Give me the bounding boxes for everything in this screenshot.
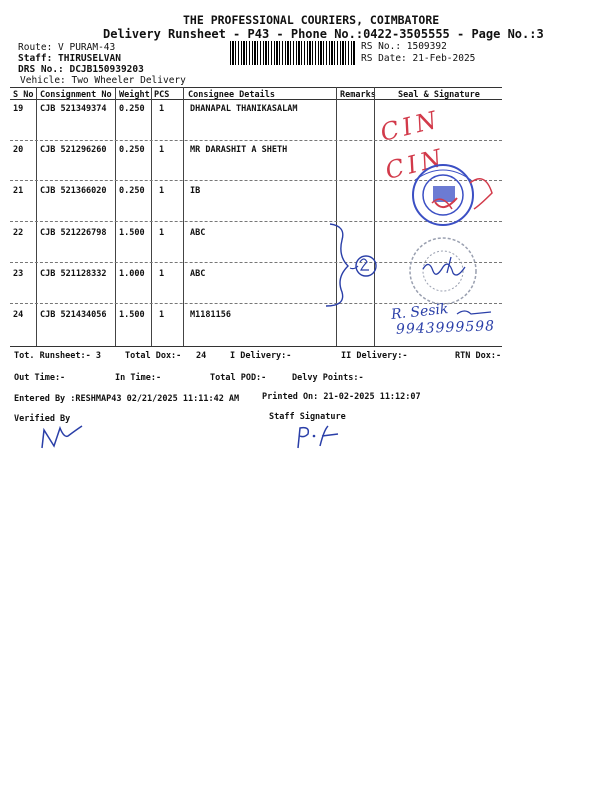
col-weight: Weight (119, 90, 150, 100)
row-consignee: ABC (190, 228, 206, 238)
company-title: THE PROFESSIONAL COURIERS, COIMBATORE (183, 13, 440, 27)
row-consignee: DHANAPAL THANIKASALAM (190, 104, 298, 114)
table-header-rule (10, 99, 502, 100)
handwritten-cin-2: CIN (382, 143, 449, 185)
row-consignment: CJB 521366020 (40, 186, 107, 196)
handwritten-cin-1: CIN (377, 105, 444, 147)
staff-label: Staff: THIRUSELVAN (18, 53, 121, 64)
entered-by: Entered By :RESHMAP43 02/21/2025 11:11:42 AM (14, 394, 240, 404)
row-consignee: M1181156 (190, 310, 231, 320)
col-divider (183, 87, 184, 347)
drs-label: DRS No.: DCJB150939203 (18, 64, 144, 75)
row-pcs: 1 (159, 186, 165, 196)
printed-on: Printed On: 21-02-2025 11:12:07 (262, 392, 421, 402)
col-divider (115, 87, 116, 347)
row-weight: 0.250 (119, 145, 145, 155)
vehicle-label: Vehicle: Two Wheeler Delivery (20, 75, 186, 86)
staff-signature (294, 422, 346, 450)
row-sno: 22 (13, 228, 24, 238)
col-pcs: PCS (154, 90, 170, 100)
row-weight: 0.250 (119, 186, 145, 196)
bracket-annotation (320, 222, 390, 308)
col-divider (151, 87, 152, 347)
row-sno: 24 (13, 310, 24, 320)
staff-signature-label: Staff Signature (269, 412, 346, 422)
delvy-points-label: Delvy Points:- (292, 373, 364, 383)
handwritten-receiver-name: R. Sesik (390, 301, 450, 323)
row-sno: 19 (13, 104, 24, 114)
row-sno: 20 (13, 145, 24, 155)
row-weight: 1.000 (119, 269, 145, 279)
row-weight: 0.250 (119, 104, 145, 114)
row-pcs: 1 (159, 269, 165, 279)
row-weight: 1.500 (119, 310, 145, 320)
row-consignee: IB (190, 186, 201, 196)
tot-runsheet: Tot. Runsheet:- 3 (14, 351, 101, 361)
ii-delivery-label: II Delivery:- (341, 351, 408, 361)
total-dox-label: Total Dox:- (125, 351, 182, 361)
row-consignee: MR DARASHIT A SHETH (190, 145, 288, 155)
row-sno: 23 (13, 269, 24, 279)
row-consignment: CJB 521226798 (40, 228, 107, 238)
rs-date-label: RS Date: 21-Feb-2025 (361, 53, 476, 64)
row-consignment: CJB 521434056 (40, 310, 107, 320)
row-pcs: 1 (159, 104, 165, 114)
row-consignment: CJB 521128332 (40, 269, 107, 279)
handwritten-receiver-phone: 9943999598 (395, 318, 496, 338)
row-consignment: CJB 521349374 (40, 104, 107, 114)
col-sno: S No (13, 90, 34, 100)
rtn-dox-label: RTN Dox:- (455, 351, 502, 361)
row-consignee: ABC (190, 269, 206, 279)
row-pcs: 1 (159, 145, 165, 155)
row-consignment: CJB 521296260 (40, 145, 107, 155)
rs-no-label: RS No.: 1509392 (361, 41, 447, 52)
row-pcs: 1 (159, 228, 165, 238)
col-divider (374, 87, 375, 347)
table-top-rule (10, 87, 502, 88)
col-consignee: Consignee Details (188, 90, 275, 100)
col-remarks: Remarks (340, 90, 376, 100)
red-check-scribble (430, 175, 500, 225)
col-divider (36, 87, 37, 347)
barcode (230, 41, 356, 65)
col-seal: Seal & Signature (398, 90, 480, 100)
out-time-label: Out Time:- (14, 373, 66, 383)
col-consignment: Consignment No (40, 90, 112, 100)
route-label: Route: V PURAM-43 (18, 42, 116, 53)
total-dox-value: 24 (196, 351, 207, 361)
row-divider (10, 140, 502, 141)
row-sno: 21 (13, 186, 24, 196)
faded-seal-stamp (403, 235, 483, 307)
in-time-label: In Time:- (115, 373, 162, 383)
i-delivery-label: I Delivery:- (230, 351, 292, 361)
col-divider (336, 87, 337, 347)
table-bottom-rule (10, 346, 502, 347)
runsheet-subtitle: Delivery Runsheet - P43 - Phone No.:0422-3505555 - Page No.:3 (103, 27, 544, 41)
verifier-signature (38, 424, 84, 452)
name-underline-stroke (455, 306, 495, 318)
row-weight: 1.500 (119, 228, 145, 238)
total-pod-label: Total POD:- (210, 373, 267, 383)
verified-by-label: Verified By (14, 414, 71, 424)
row-pcs: 1 (159, 310, 165, 320)
